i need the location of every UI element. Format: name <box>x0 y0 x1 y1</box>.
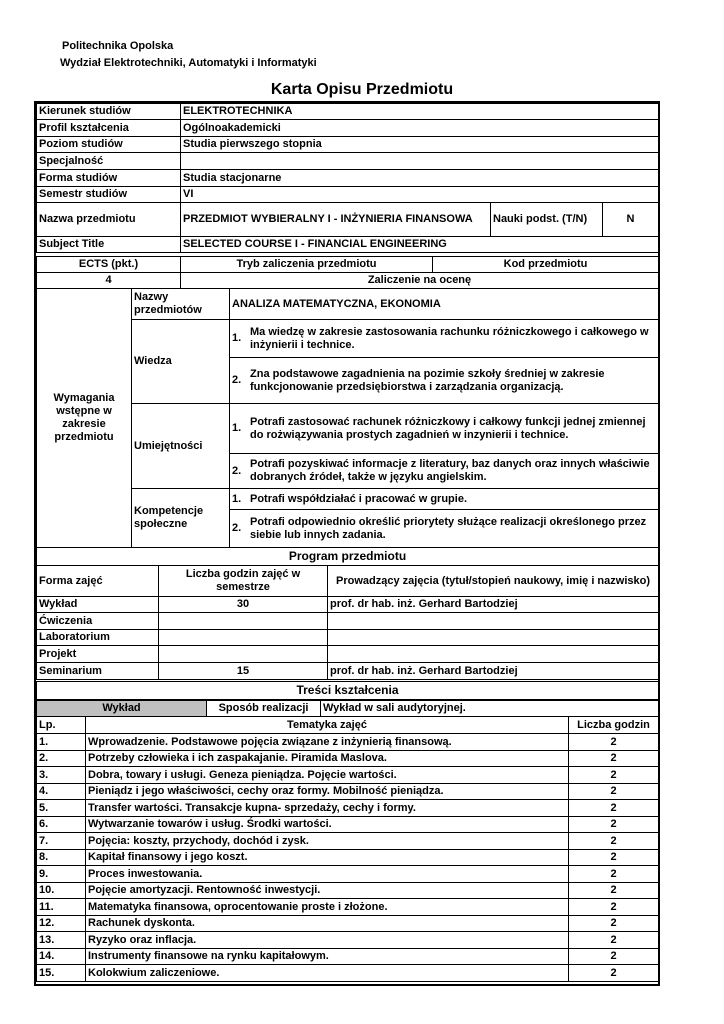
topic-row <box>37 751 659 767</box>
poziom-label: Poziom studiów <box>37 137 181 153</box>
specjalnosc-value <box>181 153 659 170</box>
topic-number: 11. <box>37 899 86 916</box>
program-row <box>37 663 659 680</box>
program-row <box>37 646 659 663</box>
kierunek-label: Kierunek studiów <box>37 104 181 120</box>
wiedza-1-text: Ma wiedzę w zakresie zastosowania rachunku różniczkowego i całkowego w inżynierii i technice. <box>250 325 649 351</box>
topic-text: Matematyka finansowa, oprocentowanie proste i złożone. <box>86 899 569 916</box>
info-table <box>36 103 659 253</box>
topic-text: Kolokwium zaliczeniowe. <box>86 965 569 982</box>
wiedza-2-text: Zna podstawowe zagadnienia na pozimie szkoły średniej w zakresie funkcjonowanie przedsiębiorstwa i zarządzania organizacją. <box>250 367 605 393</box>
sposob-realizacji-label: Sposób realizacji <box>207 701 321 717</box>
program-forma: Seminarium <box>37 663 159 680</box>
tryb-label: Tryb zaliczenia przedmiotu <box>181 257 433 273</box>
document-title: Karta Opisu Przedmiotu <box>270 81 454 98</box>
program-section-title: Program przedmiotu <box>37 548 659 566</box>
sposob-realizacji-value: Wykład w sali audytoryjnej. <box>321 701 659 717</box>
poziom-value: Studia pierwszego stopnia <box>181 137 659 153</box>
topic-row <box>37 784 659 800</box>
program-godziny <box>159 646 328 663</box>
umiejetnosci-1-text: Potrafi zastosować rachunek różniczkowy i całkowy funkcji jednej zmiennej do rożwiązywania prostych zagadnień w inzynierii i technice. <box>250 415 646 441</box>
kompetencje-1-number: 1. <box>232 492 242 505</box>
semestr-value: VI <box>181 187 659 203</box>
wiedza-1-number: 1. <box>232 332 242 344</box>
topic-number: 14. <box>37 949 86 965</box>
topic-number: 3. <box>37 767 86 784</box>
topic-hours: 2 <box>569 800 659 817</box>
topic-number: 7. <box>37 833 86 850</box>
program-prowadzacy <box>328 630 659 646</box>
program-godziny <box>159 630 328 646</box>
topic-row <box>37 817 659 833</box>
topic-text: Kapitał finansowy i jego koszt. <box>86 850 569 866</box>
semestr-label: Semestr studiów <box>37 187 181 203</box>
topic-hours: 2 <box>569 850 659 866</box>
ects-table <box>36 256 659 289</box>
wiedza-label: Wiedza <box>132 320 230 404</box>
program-prowadzacy: prof. dr hab. inż. Gerhard Bartodziej <box>328 597 659 613</box>
nauki-value: N <box>603 203 659 237</box>
program-forma: Laboratorium <box>37 630 159 646</box>
wiedza-2-number: 2. <box>232 374 242 386</box>
topic-hours: 2 <box>569 767 659 784</box>
topic-text: Transfer wartości. Transakcje kupna- sprzedaży, cechy i formy. <box>86 800 569 817</box>
topic-text: Pojęcia: koszty, przychody, dochód i zysk. <box>86 833 569 850</box>
university-name: Politechnika Opolska <box>62 40 174 52</box>
topic-hours: 2 <box>569 932 659 949</box>
subject-title-label: Subject Title <box>37 237 181 253</box>
forma-zajec-header: Forma zajęć <box>37 566 159 597</box>
kompetencje-2-number: 2. <box>232 522 242 534</box>
prowadzacy-header: Prowadzący zajęcia (tytuł/stopień naukowy, imię i nazwisko) <box>328 566 659 597</box>
program-godziny <box>159 613 328 630</box>
topic-row <box>37 916 659 932</box>
program-prowadzacy: prof. dr hab. inż. Gerhard Bartodziej <box>328 663 659 680</box>
topic-row <box>37 883 659 899</box>
topic-text: Rachunek dyskonta. <box>86 916 569 932</box>
wyklad-label: Wykład <box>37 701 207 717</box>
nazwa-value: PRZEDMIOT WYBIERALNY I - INŻYNIERIA FINANSOWA <box>181 203 491 237</box>
topic-row <box>37 866 659 883</box>
topic-hours: 2 <box>569 784 659 800</box>
content-section-title: Treści kształcenia <box>37 682 659 700</box>
topic-row <box>37 949 659 965</box>
nazwy-label: Nazwy przedmiotów <box>132 289 230 320</box>
content-title-table <box>36 681 659 700</box>
program-row <box>37 630 659 646</box>
requirements-table <box>36 288 659 548</box>
ects-label: ECTS (pkt.) <box>37 257 181 273</box>
faculty-name: Wydział Elektrotechniki, Automatyki i Informatyki <box>60 57 317 69</box>
topic-hours: 2 <box>569 866 659 883</box>
kierunek-value: ELEKTROTECHNIKA <box>181 104 659 120</box>
topic-hours: 2 <box>569 916 659 932</box>
forma-studiow-label: Forma studiów <box>37 170 181 187</box>
umiejetnosci-2-number: 2. <box>232 464 242 477</box>
topic-text: Pieniądz i jego właściwości, cechy oraz formy. Mobilność pieniądza. <box>86 784 569 800</box>
program-row <box>37 613 659 630</box>
subject-title-value: SELECTED COURSE I - FINANCIAL ENGINEERING <box>181 237 659 253</box>
topic-row <box>37 833 659 850</box>
topic-hours: 2 <box>569 949 659 965</box>
program-forma: Wykład <box>37 597 159 613</box>
umiejetnosci-label: Umiejętności <box>132 404 230 489</box>
kompetencje-label: Kompetencje społeczne <box>132 489 230 548</box>
umiejetnosci-1-number: 1. <box>232 422 242 434</box>
topic-row <box>37 965 659 982</box>
topic-number: 8. <box>37 850 86 866</box>
topic-row <box>37 767 659 784</box>
topic-hours: 2 <box>569 817 659 833</box>
program-forma: Projekt <box>37 646 159 663</box>
topic-hours: 2 <box>569 965 659 982</box>
topic-text: Dobra, towary i usługi. Geneza pieniądza. Pojęcie wartości. <box>86 767 569 784</box>
topic-row <box>37 800 659 817</box>
topic-row <box>37 734 659 751</box>
topic-row <box>37 850 659 866</box>
profil-label: Profil kształcenia <box>37 120 181 137</box>
topic-text: Proces inwestowania. <box>86 866 569 883</box>
realizacja-table <box>36 700 659 717</box>
nazwa-label: Nazwa przedmiotu <box>37 203 181 237</box>
liczba-godzin-header: Liczba godzin zajęć w semestrze <box>159 566 328 597</box>
topic-row <box>37 899 659 916</box>
program-forma: Ćwiczenia <box>37 613 159 630</box>
topic-number: 10. <box>37 883 86 899</box>
topic-number: 5. <box>37 800 86 817</box>
program-godziny: 15 <box>159 663 328 680</box>
topic-number: 6. <box>37 817 86 833</box>
topics-table <box>36 716 659 982</box>
topic-text: Instrumenty finansowe na rynku kapitałowym. <box>86 949 569 965</box>
topic-text: Ryzyko oraz inflacja. <box>86 932 569 949</box>
program-row <box>37 597 659 613</box>
topic-number: 9. <box>37 866 86 883</box>
topic-number: 1. <box>37 734 86 751</box>
program-prowadzacy <box>328 646 659 663</box>
kompetencje-1-text: Potrafi współdziałać i pracować w grupie. <box>250 492 467 505</box>
topic-text: Potrzeby człowieka i ich zaspakajanie. Piramida Maslova. <box>86 751 569 767</box>
profil-value: Ogólnoakademicki <box>181 120 659 137</box>
topic-number: 13. <box>37 932 86 949</box>
tematyka-header: Tematyka zajęć <box>86 717 569 734</box>
topic-hours: 2 <box>569 734 659 751</box>
topic-number: 12. <box>37 916 86 932</box>
program-godziny: 30 <box>159 597 328 613</box>
topic-row <box>37 932 659 949</box>
topic-hours: 2 <box>569 883 659 899</box>
topic-text: Wprowadzenie. Podstawowe pojęcia związane z inżynierią finansową. <box>86 734 569 751</box>
topic-hours: 2 <box>569 751 659 767</box>
lp-header: Lp. <box>37 717 86 734</box>
requirements-label: Wymagania wstępne w zakresie przedmiotu <box>37 289 132 548</box>
specjalnosc-label: Specjalność <box>37 153 181 170</box>
kompetencje-2-text: Potrafi odpowiednio określić priorytety służące realizacji określonego przez siebie lub innych zadania. <box>250 515 647 541</box>
topic-text: Pojęcie amortyzacji. Rentowność inwestycji. <box>86 883 569 899</box>
nauki-label: Nauki podst. (T/N) <box>491 203 603 237</box>
topic-hours: 2 <box>569 833 659 850</box>
nazwy-value: ANALIZA MATEMATYCZNA, EKONOMIA <box>230 289 659 320</box>
tryb-value: Zaliczenie na ocenę <box>181 273 659 289</box>
umiejetnosci-2-text: Potrafi pozyskiwać informacje z literatury, baz danych oraz innych właściwie dobranych źródeł, także w języku angielskim. <box>250 458 650 483</box>
topic-hours: 2 <box>569 899 659 916</box>
topic-number: 15. <box>37 965 86 982</box>
forma-studiow-value: Studia stacjonarne <box>181 170 659 187</box>
kod-label: Kod przedmiotu <box>433 257 659 273</box>
topic-text: Wytwarzanie towarów i usług. Środki wartości. <box>86 817 569 833</box>
program-prowadzacy <box>328 613 659 630</box>
topic-number: 2. <box>37 751 86 767</box>
ects-value: 4 <box>37 273 181 289</box>
liczba-godzin-col-header: Liczba godzin <box>569 717 659 734</box>
topic-number: 4. <box>37 784 86 800</box>
program-table <box>36 547 659 680</box>
